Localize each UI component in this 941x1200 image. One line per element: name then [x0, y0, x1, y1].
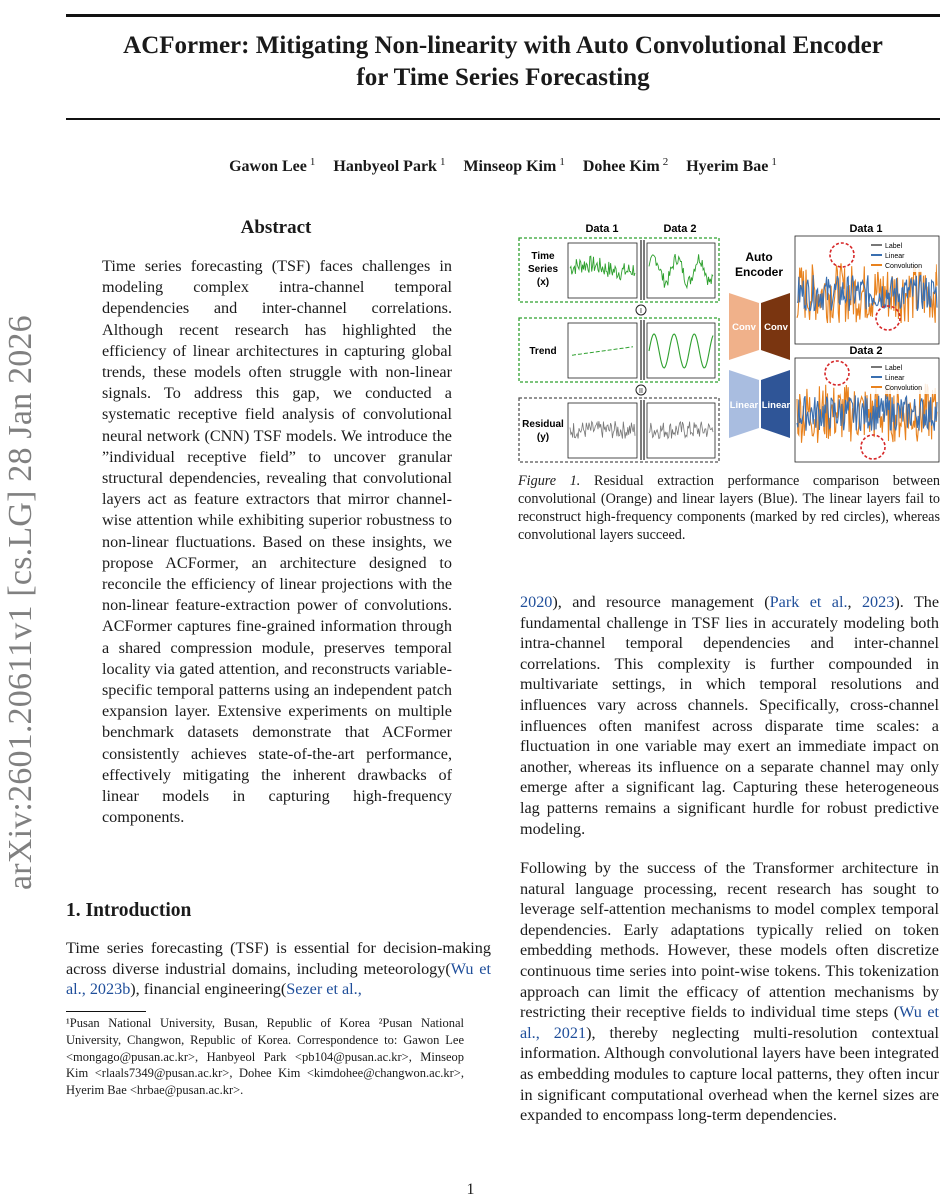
figure-caption: Figure 1. Residual extraction performance comparison between convolutional (Orange) and linear layers (Blue). The linear layers fail to reconstruct high-frequency components (marked by red circles), whereas convolutional layers succeed. [518, 473, 940, 543]
abstract-text: Time series forecasting (TSF) faces challenges in modeling complex intra-channel temporal dependencies and inter-channel correlations. Although recent research has highlighted the efficiency of linear architectures in capturing global trends, these models often struggle with non-linear signals. To address this gap, we conducted a systematic receptive field analysis of convolutional neural network (CNN) TSF models. We introduce the ”individual receptive field” to uncover granular structural dependencies, revealing that convolutional layers act as feature extractors that mirror channel-wise attention while exhibiting superior robustness to non-linear fluctuations. Based on these insights, we propose ACFormer, an architecture designed to reconcile the efficiency of linear projections with the non-linear feature-extraction power of convolutions. ACFormer captures fine-grained information through a shared compression module, preserves temporal locality via gated attention, and reconstructs variable-specific temporal patterns using an independent patch expansion layer. Extensive experiments on multiple benchmark datasets demonstrate that ACFormer consistently achieves state-of-the-art performance, effectively mitigating the inherent drawbacks of linear models in capturing high-frequency components. [102, 257, 452, 827]
intro-paragraph-2: Following by the success of the Transformer architecture in natural language processing, recent research has sought to leverage self-attention mechanisms to model complex temporal dependencies. Early adaptations typically relied on token embedding methods. However, these models often discretize continuous time series into point-wise tokens. This tokenization approach can limit the efficacy of attention mechanisms by restricting their receptive fields to individual time steps (Wu et al., 2021), thereby neglecting multi-resolution contextual information. Although convolutional layers have been integrated as embedding modules to capture local patterns, they often incur in significant computational overhead when the kernel sizes are expanded to encompass long-term dependencies. [520, 859, 940, 1125]
author: Hanbyeol Park $^1$ [333, 156, 446, 176]
row-label-x: (x) [536, 277, 550, 288]
arxiv-stamp: arXiv:2601.20611v1 [cs.LG] 28 Jan 2026 [2, 315, 39, 890]
title-bottom-rule [66, 118, 940, 120]
legend-convolution: Convolution [885, 263, 922, 270]
intro-paragraph-1-continued: 2020), and resource management (Park et al., 2023). The fundamental challenge in TSF lies in accurately modeling both intra-channel temporal dependencies and inter-channel correlations. This complexity is further compounded in multivariate settings, in which temporal resolutions and influences vary across channels. Specifically, cross-channel influences often manifest across disparate time scales: a fluctuation in one variable may exert an immediate impact on another, whereas its influence on a separate channel may only emerge after a significant lag. Capturing these heterogeneous lag patterns remains a significant hurdle for robust predictive modeling. [520, 593, 940, 838]
author: Dohee Kim $^2$ [582, 156, 669, 176]
residual-panel [519, 398, 719, 462]
legend-label: Label [885, 365, 903, 372]
affiliation-footnote: ¹Pusan National University, Busan, Republic of Korea ²Pusan National University, Changwon, Republic of Korea. Correspondence to: Gawon Lee <mongago@pusan.ac.kr>, Hanbyeol Park <pb104@pusan.ac.kr>, Minseop Kim <rlaals7349@pusan.ac.kr>, Dohee Kim <kimdohee@changwon.ac.kr>, Hyerim Bae <hrbae@pusan.ac.kr>. [66, 1016, 464, 1098]
page-number: 1 [466, 1181, 475, 1198]
author-list [66, 156, 940, 176]
auto-encoder-label-1: Auto [745, 250, 773, 264]
title-top-rule [66, 14, 940, 17]
author: Gawon Lee $^1$ [229, 156, 316, 176]
linear-encoder-label: Linear [729, 400, 759, 411]
output-1-legend [868, 239, 936, 272]
intro-heading: 1. Introduction [66, 900, 192, 921]
step-marker-1-label: I [640, 308, 642, 315]
conv-encoder-label: Conv [732, 322, 756, 333]
author: Hyerim Bae $^1$ [686, 156, 777, 176]
figure-1 [516, 218, 940, 466]
title-line-2: for Time Series Forecasting [356, 64, 650, 91]
auto-encoder-label-2: Encoder [734, 265, 784, 279]
author: Minseop Kim $^1$ [463, 156, 565, 176]
footnote-rule [66, 1011, 146, 1012]
citation-link[interactable]: Wu et al., 2023b [66, 959, 491, 999]
row-label-time: Time [531, 251, 555, 262]
citation-link[interactable]: 2020 [520, 593, 553, 611]
figure-caption-label: Figure 1. [518, 473, 581, 489]
abstract-heading: Abstract [240, 217, 312, 238]
citation-link[interactable]: Wu et al., 2021 [520, 1003, 940, 1042]
legend-label: Label [885, 243, 903, 250]
row-label-residual: Residual [522, 419, 564, 430]
legend-convolution: Convolution [885, 385, 922, 392]
citation-link[interactable]: 2023 [861, 593, 895, 611]
linear-decoder-label: Linear [761, 400, 791, 411]
row-label-y: (y) [536, 432, 550, 443]
legend-linear: Linear [885, 253, 905, 260]
paper-title [66, 30, 940, 94]
row-label-series: Series [527, 264, 559, 275]
figure-data2-label: Data 2 [663, 223, 697, 235]
output-data1-label: Data 1 [849, 223, 883, 235]
title-line-1: ACFormer: Mitigating Non-linearity with Auto Convolutional Encoder [123, 32, 883, 59]
conv-decoder-label: Conv [764, 322, 788, 333]
step-marker-2-label: II [639, 388, 643, 395]
output-data2-label: Data 2 [849, 345, 883, 357]
intro-paragraph-1-start: Time series forecasting (TSF) is essential for decision-making across diverse industrial domains, including meteorology(Wu et al., 2023b), financial engineering(Sezer et al., [66, 939, 491, 999]
figure-data1-label: Data 1 [585, 223, 619, 235]
legend-linear: Linear [885, 375, 905, 382]
citation-link[interactable]: Park et al. [769, 593, 848, 611]
row-label-trend: Trend [529, 346, 557, 357]
output-2-legend [868, 361, 936, 394]
citation-link[interactable]: Sezer et al., [286, 980, 362, 999]
